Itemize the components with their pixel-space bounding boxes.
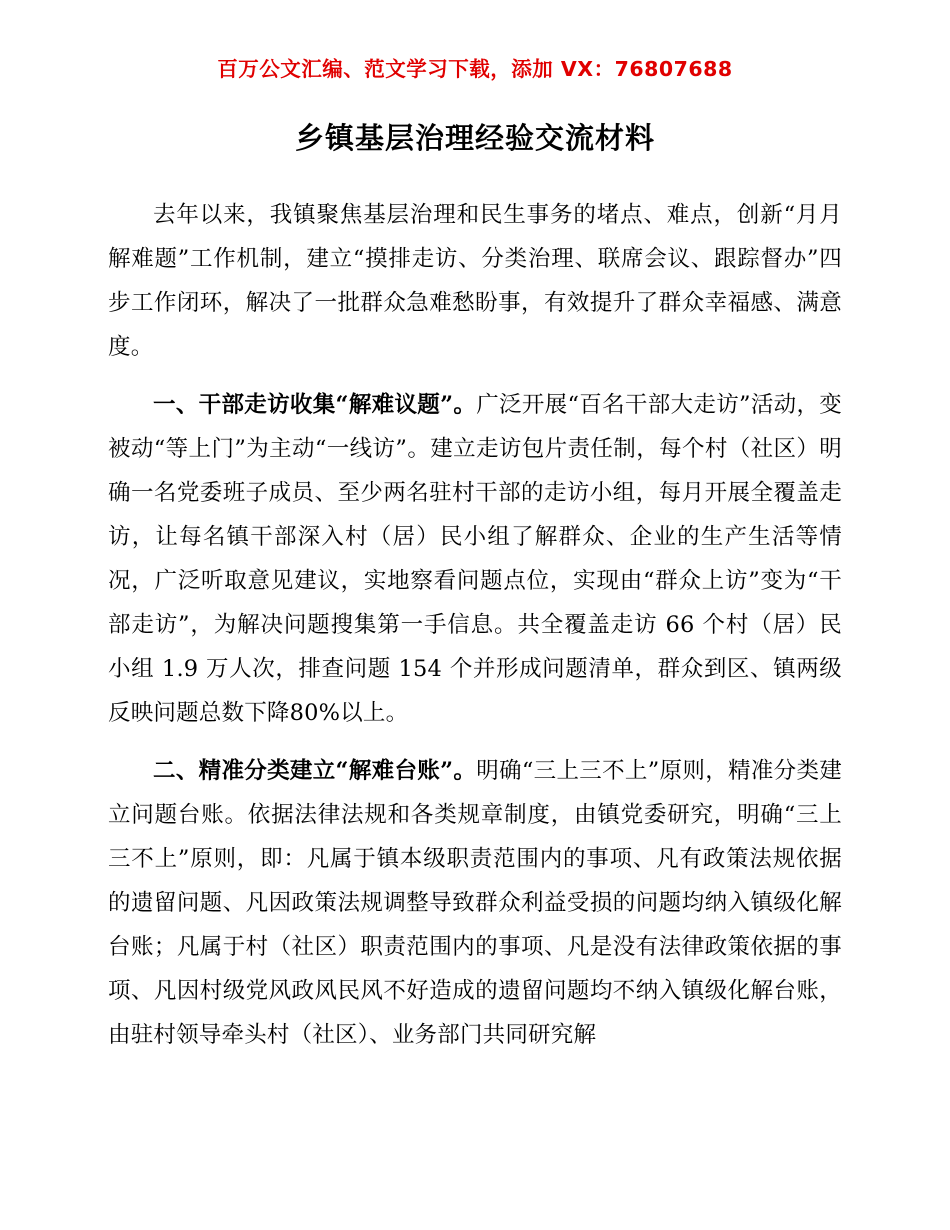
watermark-banner: 百万公文汇编、范文学习下载，添加 VX：76807688 xyxy=(217,57,733,81)
paragraph-intro xyxy=(108,193,842,369)
section-heading-1: 一、干部走访收集“解难议题”。 xyxy=(153,392,477,418)
paragraph-text: 广泛开展“百名干部大走访”活动，变被动“等上门”为主动“一线访”。建立走访包片责任制，每个村（社区）明确一名党委班子成员、至少两名驻村干部的走访小组，每月开展全覆盖走访，让每名镇干部深入村（居）民小组了解群众、企业的生产生活等情况，广泛听取意见建议，实地察看问题点位，实现由“群众上访”变为“干部走访”，为解决问题搜集第一手信息。共全覆盖走访 66 个村（居）民小组 1.9 万人次，排查问题 154 个并形成问题清单，群众到区、镇两级反映问题总数下降80%以上。 xyxy=(108,392,843,726)
page-title: 乡镇基层治理经验交流材料 xyxy=(294,121,655,155)
section-heading-2: 二、精准分类建立“解难台账”。 xyxy=(153,758,477,784)
paragraph-section-1 xyxy=(108,383,842,735)
paragraph-text: 明确“三上三不上”原则，精准分类建立问题台账。依据法律法规和各类规章制度，由镇党委研究，明确“三上三不上”原则，即：凡属于镇本级职责范围内的事项、凡有政策法规依据的遗留问题、凡因政策法规调整导致群众利益受损的问题均纳入镇级化解台账；凡属于村（社区）职责范围内的事项、凡是没有法律政策依据的事项、凡因村级党风政风民风不好造成的遗留问题均不纳入镇级化解台账，由驻村领导牵头村（社区）、业务部门共同研究解 xyxy=(108,758,843,1048)
paragraph-text: 去年以来，我镇聚焦基层治理和民生事务的堵点、难点，创新“月月解难题”工作机制，建立“摸排走访、分类治理、联席会议、跟踪督办”四步工作闭环，解决了一批群众急难愁盼事，有效提升了群众幸福感、满意度。 xyxy=(108,202,842,360)
paragraph-section-2 xyxy=(108,749,842,1057)
